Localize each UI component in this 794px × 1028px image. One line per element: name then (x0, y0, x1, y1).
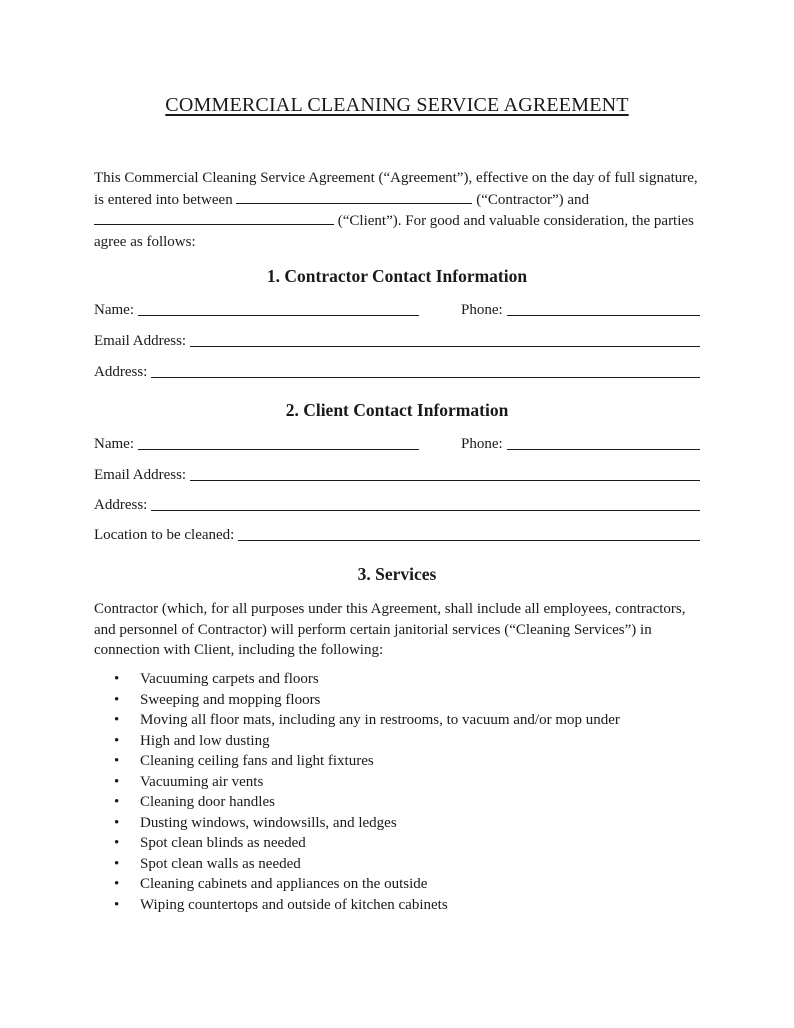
client-location-row (94, 527, 700, 544)
list-item: • Sweeping and mopping floors (94, 690, 694, 711)
client-address-label: Address: (94, 497, 148, 513)
section-1-heading: 1. Contractor Contact Information (266, 266, 528, 286)
list-item: • Dusting windows, windowsills, and ledges (94, 813, 694, 834)
list-item: • Spot clean blinds as needed (94, 833, 694, 854)
contractor-phone-field[interactable] (507, 314, 700, 316)
client-email-label: Email Address: (94, 467, 187, 483)
list-item: • Cleaning door handles (94, 792, 694, 813)
contractor-email-row (94, 333, 700, 350)
contractor-phone-label: Phone: (460, 302, 503, 318)
section-3-heading: 3. Services (357, 564, 437, 584)
contractor-name-phone-row (94, 302, 700, 319)
client-name-phone-row (94, 436, 700, 453)
list-item: • Wiping countertops and outside of kitchen cabinets (94, 895, 694, 916)
contractor-email-label: Email Address: (94, 333, 187, 349)
client-phone-field[interactable] (507, 448, 700, 450)
contractor-name-label: Name: (94, 302, 134, 318)
list-item: • Vacuuming carpets and floors (94, 669, 694, 690)
list-item: • Vacuuming air vents (94, 772, 694, 793)
intro-paragraph (94, 168, 702, 252)
intro-text-1: This Commercial Cleaning Service Agreement (“Agreement”), effective on the day of full signature, is entered into between (94, 170, 698, 208)
client-phone-label: Phone: (460, 436, 503, 452)
services-paragraph: Contractor (which, for all purposes under this Agreement, shall include all employees, contractors, and personnel of Contractor) will perform certain janitorial services (“Cleaning Services”) in connection with Client, including the following: (94, 601, 686, 658)
services-list (94, 669, 694, 915)
document-title: COMMERCIAL CLEANING SERVICE AGREEMENT (165, 94, 629, 116)
client-email-row (94, 467, 700, 484)
contractor-name-field[interactable] (138, 314, 419, 316)
client-address-field[interactable] (151, 509, 700, 511)
client-location-label: Location to be cleaned: (94, 527, 235, 543)
client-name-blank[interactable] (94, 210, 334, 225)
contractor-address-field[interactable] (151, 376, 700, 378)
client-name-field[interactable] (138, 448, 419, 450)
list-item: • Cleaning ceiling fans and light fixtures (94, 751, 694, 772)
client-email-field[interactable] (190, 479, 700, 481)
contractor-name-blank[interactable] (236, 189, 472, 204)
list-item: • Spot clean walls as needed (94, 854, 694, 875)
client-name-label: Name: (94, 436, 134, 452)
intro-text-3: (“Client”). For good and valuable consideration, the parties agree as follows: (94, 213, 694, 250)
contractor-address-row (94, 364, 700, 381)
list-item: • Moving all floor mats, including any in restrooms, to vacuum and/or mop under (94, 710, 694, 731)
contractor-email-field[interactable] (190, 345, 700, 347)
contractor-address-label: Address: (94, 364, 148, 380)
client-location-field[interactable] (238, 539, 700, 541)
intro-text-2: (“Contractor”) and (476, 191, 590, 208)
section-2-heading: 2. Client Contact Information (285, 400, 509, 420)
client-address-row (94, 497, 700, 514)
list-item: • Cleaning cabinets and appliances on the outside (94, 874, 694, 895)
list-item: • High and low dusting (94, 731, 694, 752)
